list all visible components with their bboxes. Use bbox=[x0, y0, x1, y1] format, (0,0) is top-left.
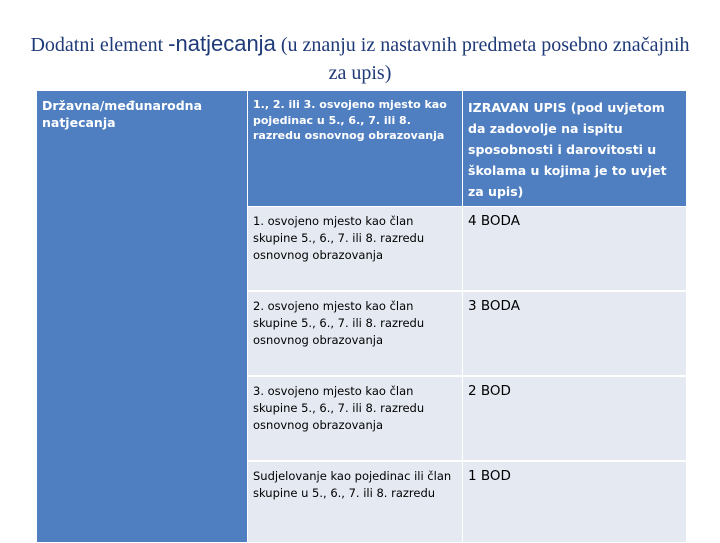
column-header-direct-enrollment: IZRAVAN UPIS (pod uvjetom da zadovolje na ispitu sposobnosti i darovitosti u školama u kojima je to uvjet za upis) bbox=[463, 91, 687, 207]
table-header-row bbox=[37, 91, 687, 207]
title-part-1: Dodatni element bbox=[30, 34, 169, 56]
criterion-cell: Sudjelovanje kao pojedinac ili član skupine u 5., 6., 7. ili 8. razredu bbox=[248, 461, 463, 543]
slide-title bbox=[20, 30, 700, 87]
title-part-2: -natjecanja bbox=[168, 31, 276, 56]
criterion-cell: 2. osvojeno mjesto kao član skupine 5., 6., 7. ili 8. razredu osnovnog obrazovanja bbox=[248, 291, 463, 376]
points-cell: 1 BOD bbox=[463, 461, 687, 543]
title-part-3: (u znanju iz nastavnih predmeta posebno značajnih za upis) bbox=[275, 34, 690, 84]
points-cell: 4 BODA bbox=[463, 207, 687, 292]
points-cell: 2 BOD bbox=[463, 376, 687, 461]
scoring-table bbox=[36, 90, 687, 543]
category-cell: Državna/međunarodna natjecanja bbox=[37, 91, 248, 543]
criterion-cell: 1. osvojeno mjesto kao član skupine 5., 6., 7. ili 8. razredu osnovnog obrazovanja bbox=[248, 207, 463, 292]
column-header-placement: 1., 2. ili 3. osvojeno mjesto kao pojedinac u 5., 6., 7. ili 8. razredu osnovnog obrazovanja bbox=[248, 91, 463, 207]
points-cell: 3 BODA bbox=[463, 291, 687, 376]
criterion-cell: 3. osvojeno mjesto kao član skupine 5., 6., 7. ili 8. razredu osnovnog obrazovanja bbox=[248, 376, 463, 461]
